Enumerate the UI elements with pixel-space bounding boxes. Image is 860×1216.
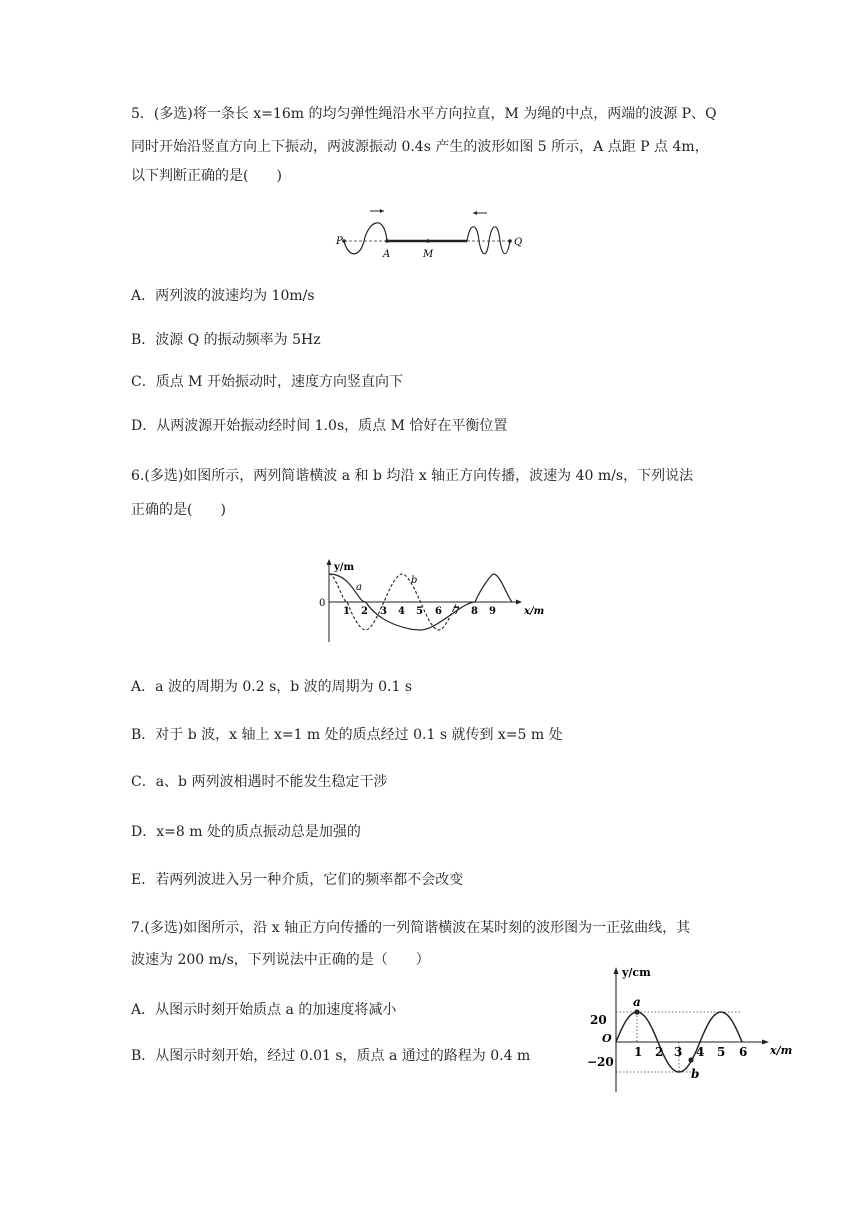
q7-stem-line1: 7.(多选)如图所示，沿 x 轴正方向传播的一列简谐横波在某时刻的波形图为一正弦曲线，其 xyxy=(131,920,691,936)
q5-label-q: Q xyxy=(514,237,523,248)
q6-tick: 7 xyxy=(453,606,460,617)
q7-stem-line2: 波速为 200 m/s，下列说法中正确的是（ ） xyxy=(131,952,430,968)
q5-label-a: A xyxy=(383,249,391,260)
q7-tick: 2 xyxy=(655,1045,664,1059)
q7-tick: 5 xyxy=(717,1045,726,1059)
q5-stem-line1: 5．(多选)将一条长 x=16m 的均匀弹性绳沿水平方向拉直，M 为绳的中点，两端的波源 P、Q xyxy=(131,106,717,122)
q6-figure xyxy=(312,556,552,650)
q7-y-neg: −20 xyxy=(587,1055,614,1069)
q6-option-a: A．a 波的周期为 0.2 s，b 波的周期为 0.1 s xyxy=(131,679,413,695)
q5-option-c: C．质点 M 开始振动时，速度方向竖直向下 xyxy=(131,374,403,390)
q6-stem-line1: 6.(多选)如图所示，两列简谐横波 a 和 b 均沿 x 轴正方向传播，波速为 40 m/s，下列说法 xyxy=(131,468,694,484)
q6-origin: 0 xyxy=(319,598,326,609)
q5-stem-line3: 以下判断正确的是( ) xyxy=(131,168,282,184)
q6-tick: 8 xyxy=(471,606,478,617)
q6-xlabel: x/m xyxy=(524,606,545,617)
q7-tick: 6 xyxy=(739,1045,748,1059)
q7-point-b: b xyxy=(691,1067,700,1081)
q7-tick: 3 xyxy=(674,1045,683,1059)
q6-tick: 5 xyxy=(416,606,423,617)
q6-option-e: E．若两列波进入另一种介质，它们的频率都不会改变 xyxy=(131,872,464,888)
q5-option-a: A．两列波的波速均为 10m/s xyxy=(131,288,315,304)
q5-figure xyxy=(332,200,537,274)
q7-ylabel: y/cm xyxy=(622,966,651,979)
q5-label-p: P xyxy=(336,236,343,247)
q6-series-a-label: a xyxy=(356,582,362,593)
q7-option-b: B．从图示时刻开始，经过 0.01 s，质点 a 通过的路程为 0.4 m xyxy=(131,1048,531,1064)
q5-option-b: B．波源 Q 的振动频率为 5Hz xyxy=(131,332,321,348)
q5-stem-line2: 同时开始沿竖直方向上下振动，两波源振动 0.4s 产生的波形如图 5 所示，A 点距 P 点 4m， xyxy=(131,139,709,155)
q6-tick: 4 xyxy=(398,606,405,617)
q6-tick: 2 xyxy=(361,606,368,617)
q6-tick: 6 xyxy=(435,606,442,617)
q7-point-a: a xyxy=(633,995,641,1009)
q5-label-m: M xyxy=(423,249,434,260)
q6-option-d: D．x=8 m 处的质点振动总是加强的 xyxy=(131,824,361,840)
q5-option-d: D．从两波源开始振动经时间 1.0s，质点 M 恰好在平衡位置 xyxy=(131,418,508,434)
q7-tick: 4 xyxy=(696,1045,705,1059)
q6-tick: 3 xyxy=(380,606,387,617)
q7-option-a: A．从图示时刻开始质点 a 的加速度将减小 xyxy=(131,1002,397,1018)
q7-origin: O xyxy=(602,1032,612,1045)
q6-series-b-label: b xyxy=(411,575,418,586)
q6-stem-line2: 正确的是( ) xyxy=(131,502,226,518)
q7-figure xyxy=(584,960,799,1099)
q7-xlabel: x/m xyxy=(770,1044,793,1057)
q6-tick: 1 xyxy=(343,606,350,617)
q6-option-b: B．对于 b 波，x 轴上 x=1 m 处的质点经过 0.1 s 就传到 x=5 m 处 xyxy=(131,727,563,743)
q7-y-pos: 20 xyxy=(590,1013,607,1027)
q6-option-c: C．a、b 两列波相遇时不能发生稳定干涉 xyxy=(131,774,388,790)
q6-ylabel: y/m xyxy=(334,562,355,573)
q7-tick: 1 xyxy=(634,1045,643,1059)
q6-tick: 9 xyxy=(489,606,496,617)
